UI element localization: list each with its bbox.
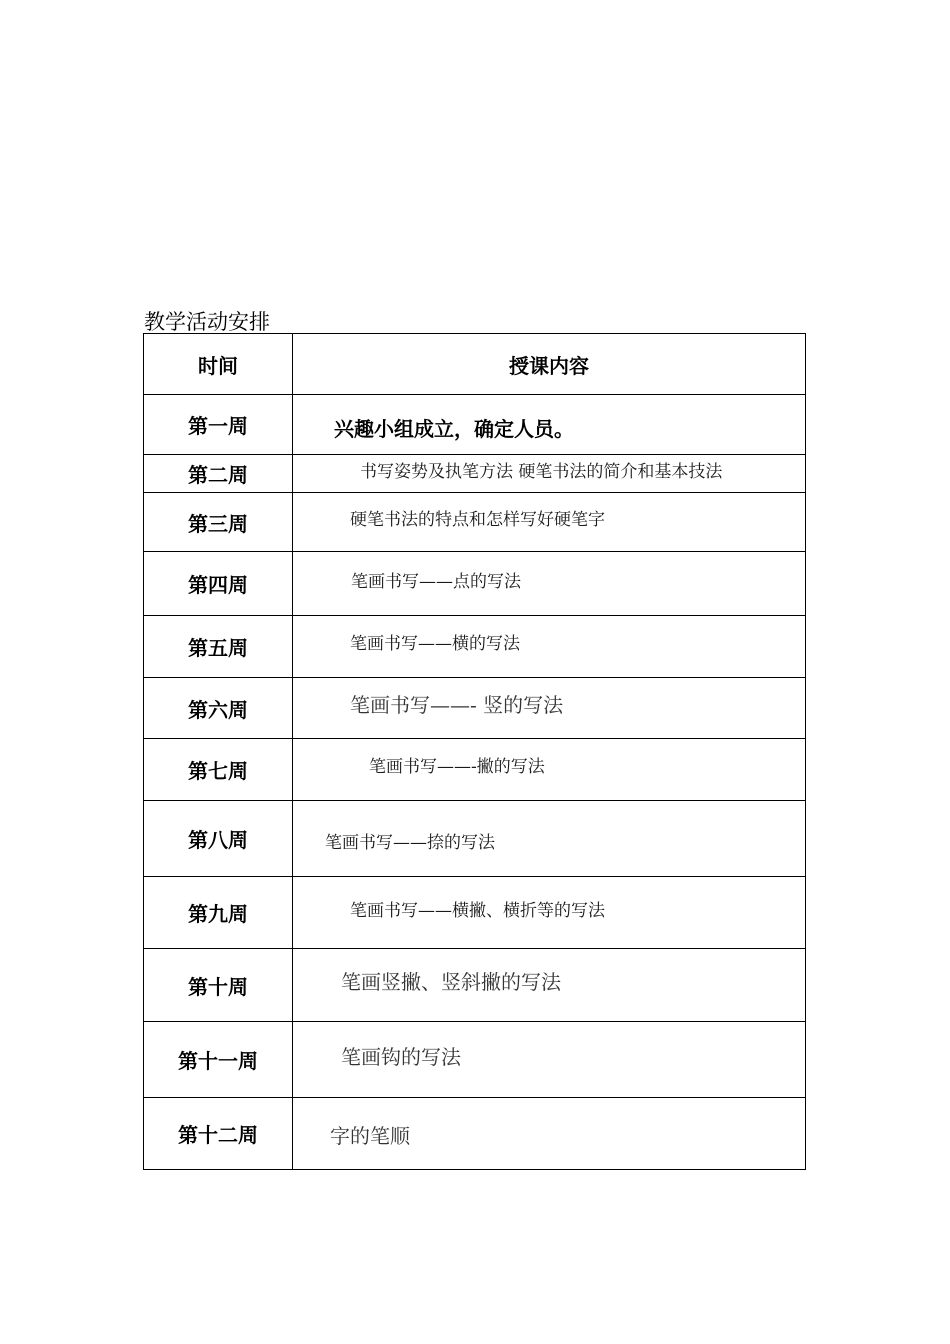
content-text: 书写姿势及执笔方法 硬笔书法的简介和基本技法 [360,462,723,482]
content-cell [293,395,806,455]
week-cell: 第四周 [144,552,293,616]
content-text: 笔画书写——横的写法 [350,634,520,654]
content-cell [293,455,806,493]
week-cell: 第七周 [144,739,293,801]
table-row [144,801,806,877]
table-row [144,493,806,552]
schedule-table [143,333,806,1170]
week-cell: 第一周 [144,395,293,455]
week-cell: 第十周 [144,949,293,1022]
table-row [144,455,806,493]
content-text: 笔画书写——捺的写法 [325,833,495,853]
content-text: 兴趣小组成立，确定人员。 [334,417,574,441]
content-text: 笔画书写——-撇的写法 [369,757,545,777]
week-cell: 第十一周 [144,1022,293,1098]
content-text: 笔画书写——横撇、横折等的写法 [350,901,605,921]
table-row [144,877,806,949]
content-cell [293,616,806,678]
content-cell [293,1022,806,1098]
content-cell [293,949,806,1022]
table-header-row [144,334,806,395]
week-cell: 第二周 [144,455,293,493]
week-cell: 第十二周 [144,1098,293,1170]
table-row [144,395,806,455]
content-text: 笔画竖撇、竖斜撇的写法 [341,970,561,994]
week-cell: 第六周 [144,678,293,739]
table-row [144,1022,806,1098]
content-text: 笔画书写——- 竖的写法 [350,693,564,717]
table-row [144,739,806,801]
table-row [144,616,806,678]
content-cell [293,552,806,616]
content-cell [293,877,806,949]
header-time: 时间 [144,334,293,395]
week-cell: 第九周 [144,877,293,949]
week-cell: 第五周 [144,616,293,678]
content-cell [293,801,806,877]
content-cell [293,493,806,552]
table-row [144,552,806,616]
week-cell: 第八周 [144,801,293,877]
page-title: 教学活动安排 [144,310,270,334]
table-row [144,1098,806,1170]
content-text: 笔画钩的写法 [341,1045,461,1069]
content-text: 硬笔书法的特点和怎样写好硬笔字 [350,510,605,530]
content-cell [293,739,806,801]
table-row [144,678,806,739]
header-content: 授课内容 [293,334,806,395]
week-cell: 第三周 [144,493,293,552]
content-text: 字的笔顺 [330,1124,410,1148]
table-row [144,949,806,1022]
content-cell [293,678,806,739]
content-cell [293,1098,806,1170]
content-text: 笔画书写——点的写法 [351,572,521,592]
